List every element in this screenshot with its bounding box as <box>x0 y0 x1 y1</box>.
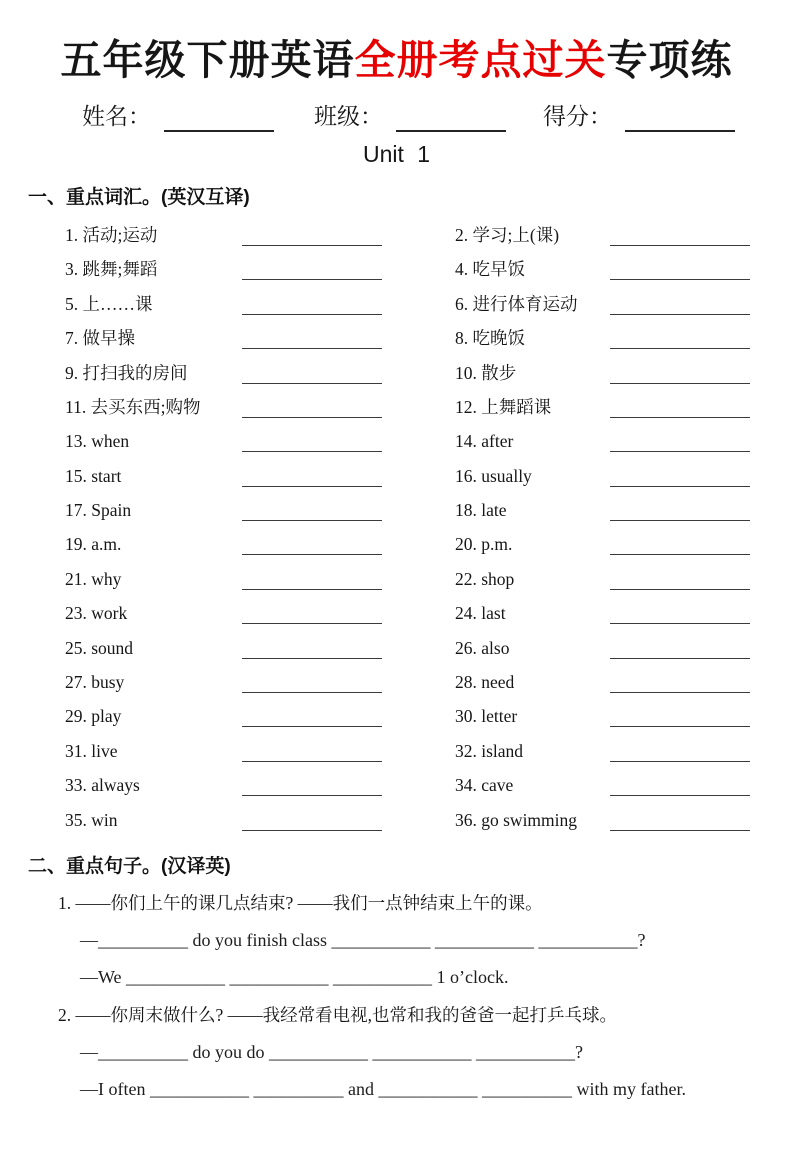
question-2-prompt: 2. ——你周末做什么? ——我经常看电视,也常和我的爸爸一起打乒乓球。 <box>58 1004 618 1025</box>
vocab-item-5-answer-blank <box>242 287 382 315</box>
vocab-item-31-label: 31. live <box>65 740 118 761</box>
class-label: 班级： <box>314 104 383 130</box>
score-blank <box>625 105 735 132</box>
vocab-item-23-answer-blank <box>242 596 382 624</box>
class-blank <box>396 105 506 132</box>
question-1-prompt: 1. ——你们上午的课几点结束? ——我们一点钟结束上午的课。 <box>58 892 543 913</box>
vocab-item-21-answer-blank <box>242 562 382 590</box>
student-info-row <box>82 103 793 132</box>
sentence-questions <box>0 891 793 1102</box>
score-label: 得分： <box>543 104 612 130</box>
vocab-item-27-answer-blank <box>242 665 382 693</box>
vocab-item-25-answer-blank <box>242 631 382 659</box>
vocab-item-19-answer-blank <box>242 527 382 555</box>
vocab-item-21-label: 21. why <box>65 568 122 589</box>
vocab-item-5-label: 5. 上……课 <box>65 293 153 314</box>
page-title-highlight: 全册考点过关 <box>354 37 607 83</box>
vocab-item-3-label: 3. 跳舞;舞蹈 <box>65 259 158 280</box>
vocab-item-31-answer-blank <box>242 734 382 762</box>
vocab-item-30-label: 30. letter <box>455 706 518 727</box>
vocab-item-6-answer-blank <box>610 287 750 315</box>
vocab-item-35-label: 35. win <box>65 809 118 830</box>
vocab-item-9-answer-blank <box>242 356 382 384</box>
name-blank <box>164 105 274 132</box>
unit-heading: Unit 1 <box>362 140 431 167</box>
vocab-item-24-label: 24. last <box>455 603 506 624</box>
vocab-item-15-answer-blank <box>242 459 382 487</box>
vocab-item-34-label: 34. cave <box>455 775 514 796</box>
vocab-item-4-label: 4. 吃早饭 <box>455 259 525 280</box>
vocab-item-27-label: 27. busy <box>65 672 125 693</box>
vocab-item-18-label: 18. late <box>455 500 507 521</box>
vocab-item-32-answer-blank <box>610 734 750 762</box>
vocab-grid <box>65 218 793 837</box>
question-2-answer-line-2: —I often ___________ __________ and ___________ __________ with my father. <box>80 1078 686 1099</box>
vocab-item-2-label: 2. 学习;上(课) <box>455 224 560 245</box>
vocab-item-17-label: 17. Spain <box>65 500 132 521</box>
vocab-item-22-label: 22. shop <box>455 568 515 589</box>
vocab-item-34-answer-blank <box>610 768 750 796</box>
vocab-item-2-answer-blank <box>610 218 750 246</box>
vocab-item-7-answer-blank <box>242 321 382 349</box>
vocab-item-11-answer-blank <box>242 390 382 418</box>
vocab-item-29-answer-blank <box>242 699 382 727</box>
question-1-answer-line-1: —__________ do you finish class ___________ ___________ ___________? <box>80 929 646 950</box>
vocab-item-20-label: 20. p.m. <box>455 534 513 555</box>
vocab-item-29-label: 29. play <box>65 706 122 727</box>
section2-heading: 二、重点句子。(汉译英) <box>28 855 231 877</box>
vocab-item-16-label: 16. usually <box>455 465 532 486</box>
section1-heading: 一、重点词汇。(英汉互译) <box>28 186 250 208</box>
vocab-item-8-answer-blank <box>610 321 750 349</box>
vocab-item-14-answer-blank <box>610 424 750 452</box>
vocab-item-28-answer-blank <box>610 665 750 693</box>
vocab-item-26-answer-blank <box>610 631 750 659</box>
vocab-item-26-label: 26. also <box>455 637 510 658</box>
vocab-item-10-answer-blank <box>610 356 750 384</box>
vocab-item-13-label: 13. when <box>65 431 130 452</box>
vocab-item-30-answer-blank <box>610 699 750 727</box>
vocab-item-28-label: 28. need <box>455 672 515 693</box>
vocab-item-7-label: 7. 做早操 <box>65 328 135 349</box>
vocab-item-13-answer-blank <box>242 424 382 452</box>
vocab-item-17-answer-blank <box>242 493 382 521</box>
vocab-item-24-answer-blank <box>610 596 750 624</box>
vocab-item-4-answer-blank <box>610 252 750 280</box>
vocab-item-12-label: 12. 上舞蹈课 <box>455 396 552 417</box>
vocab-item-25-label: 25. sound <box>65 637 134 658</box>
vocab-item-6-label: 6. 进行体育运动 <box>455 293 578 314</box>
vocab-item-18-answer-blank <box>610 493 750 521</box>
vocab-item-9-label: 9. 打扫我的房间 <box>65 362 188 383</box>
vocab-item-35-answer-blank <box>242 803 382 831</box>
vocab-item-36-label: 36. go swimming <box>455 809 578 830</box>
question-2-answer-line-1: —__________ do you do ___________ ___________ ___________? <box>80 1041 583 1062</box>
vocab-item-11-label: 11. 去买东西;购物 <box>65 396 201 417</box>
vocab-item-16-answer-blank <box>610 459 750 487</box>
vocab-item-32-label: 32. island <box>455 740 524 761</box>
question-1-answer-line-2: —We ___________ ___________ ___________ 1 o’clock. <box>80 966 509 987</box>
name-label: 姓名： <box>82 104 151 130</box>
vocab-item-36-answer-blank <box>610 803 750 831</box>
vocab-item-3-answer-blank <box>242 252 382 280</box>
vocab-item-15-label: 15. start <box>65 465 122 486</box>
vocab-item-20-answer-blank <box>610 527 750 555</box>
page-title-part1: 五年级下册英语 <box>60 37 355 83</box>
vocab-item-8-label: 8. 吃晚饭 <box>455 328 525 349</box>
vocab-item-1-label: 1. 活动;运动 <box>65 224 158 245</box>
vocab-item-33-label: 33. always <box>65 775 140 796</box>
page-title-part3: 专项练 <box>606 37 733 83</box>
vocab-item-19-label: 19. a.m. <box>65 534 122 555</box>
vocab-item-33-answer-blank <box>242 768 382 796</box>
vocab-item-1-answer-blank <box>242 218 382 246</box>
page-title <box>0 36 793 85</box>
vocab-item-14-label: 14. after <box>455 431 514 452</box>
vocab-item-22-answer-blank <box>610 562 750 590</box>
vocab-item-12-answer-blank <box>610 390 750 418</box>
worksheet-page <box>0 36 793 1158</box>
vocab-item-23-label: 23. work <box>65 603 128 624</box>
vocab-item-10-label: 10. 散步 <box>455 362 517 383</box>
